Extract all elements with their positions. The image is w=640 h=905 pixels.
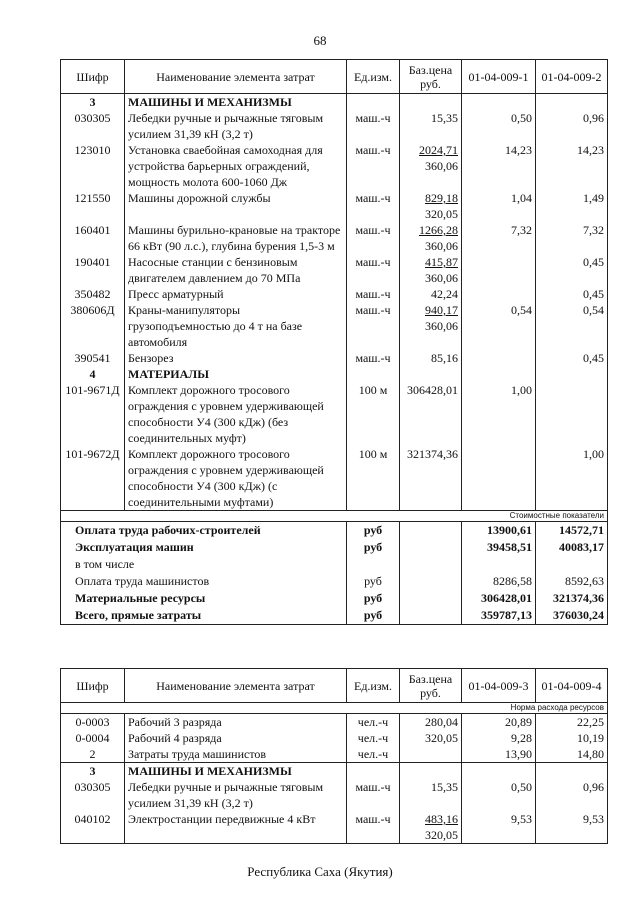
total-col2: 376030,24 (536, 607, 608, 625)
price-labor-value: 360,06 (425, 271, 458, 285)
total-col1: 39458,51 (462, 539, 536, 556)
total-col2: 321374,36 (536, 590, 608, 607)
total-col2: 8592,63 (536, 573, 608, 590)
resource-name: Комплект дорожного тросового ограждения с уровнем удерживающей способности У4 (300 кДж) (с соединительными муфтами) (125, 446, 347, 511)
header-col2: 01-04-009-2 (536, 60, 608, 94)
resource-code: 0-0004 (61, 730, 125, 746)
empty-cell (400, 573, 462, 590)
total-name: Эксплуатация машин (61, 539, 347, 556)
resource-code: 101-9671Д (61, 382, 125, 446)
norm-col2: 14,80 (536, 746, 608, 763)
norm-col1 (462, 286, 536, 302)
norm-col2: 1,00 (536, 446, 608, 511)
resource-code: 350482 (61, 286, 125, 302)
norm-col1: 0,50 (462, 779, 536, 811)
resource-unit: маш.-ч (347, 110, 400, 142)
total-name: в том числе (61, 556, 347, 573)
resource-code: 190401 (61, 254, 125, 286)
section-title: МАТЕРИАЛЫ (125, 366, 347, 382)
norm-col2: 0,96 (536, 779, 608, 811)
table-row (61, 254, 608, 286)
total-name: Всего, прямые затраты (61, 607, 347, 625)
table-row (61, 110, 608, 142)
table-row (61, 746, 608, 763)
total-row (61, 556, 608, 573)
base-price (400, 190, 462, 222)
price-value: 829,18 (425, 191, 458, 205)
price-value: 85,16 (431, 351, 458, 365)
resource-name: Пресс арматурный (125, 286, 347, 302)
norm-col1: 7,32 (462, 222, 536, 254)
resource-table-2 (60, 668, 608, 844)
section-code: 4 (61, 366, 125, 382)
header-code: Шифр (61, 60, 125, 94)
total-unit: руб (347, 590, 400, 607)
header-col2: 01-04-009-4 (536, 669, 608, 703)
norm-col2: 22,25 (536, 714, 608, 731)
norm-col1 (462, 446, 536, 511)
resource-unit: чел.-ч (347, 714, 400, 731)
norm-col2: 1,49 (536, 190, 608, 222)
section-title: МАШИНЫ И МЕХАНИЗМЫ (125, 94, 347, 111)
table-row (61, 382, 608, 446)
header-name: Наименование элемента затрат (125, 60, 347, 94)
resource-unit: чел.-ч (347, 730, 400, 746)
price-labor-value: 360,06 (425, 159, 458, 173)
base-price (400, 779, 462, 811)
resource-code: 160401 (61, 222, 125, 254)
resource-name: Насосные станции с бензиновым двигателем давлением до 70 МПа (125, 254, 347, 286)
page-number: 68 (313, 33, 327, 48)
price-labor-value: 360,06 (425, 239, 458, 253)
base-price: 320,05 (400, 730, 462, 746)
norm-col2: 14,23 (536, 142, 608, 190)
resource-name: Лебедки ручные и рычажные тяговым усилием 31,39 кН (3,2 т) (125, 779, 347, 811)
header-unit: Ед.изм. (347, 60, 400, 94)
table-row (61, 222, 608, 254)
norm-col1: 13,90 (462, 746, 536, 763)
header-col1: 01-04-009-3 (462, 669, 536, 703)
price-labor-value: 320,05 (425, 828, 458, 842)
table-row (61, 811, 608, 844)
norm-col1 (462, 350, 536, 366)
table-row (61, 190, 608, 222)
norm-col1: 1,04 (462, 190, 536, 222)
price-value: 2024,71 (419, 143, 458, 157)
price-value: 940,17 (425, 303, 458, 317)
base-price (400, 110, 462, 142)
resource-name: Электростанции передвижные 4 кВт (125, 811, 347, 844)
header-code: Шифр (61, 669, 125, 703)
total-name: Оплата труда рабочих-строителей (61, 522, 347, 540)
cost-indicators-label: Стоимостные показатели (61, 511, 608, 522)
base-price (400, 254, 462, 286)
total-row (61, 522, 608, 540)
resource-name: Рабочий 4 разряда (125, 730, 347, 746)
price-value: 15,35 (431, 111, 458, 125)
resource-code: 040102 (61, 811, 125, 844)
header-unit: Ед.изм. (347, 669, 400, 703)
resource-unit: чел.-ч (347, 746, 400, 763)
resource-code: 380606Д (61, 302, 125, 350)
base-price: 321374,36 (400, 446, 462, 511)
header-price: Баз.цена руб. (400, 669, 462, 703)
norm-col1: 14,23 (462, 142, 536, 190)
header-price: Баз.цена руб. (400, 60, 462, 94)
norm-col1: 9,53 (462, 811, 536, 844)
table-row (61, 779, 608, 811)
empty-cell (400, 590, 462, 607)
norm-col1 (462, 254, 536, 286)
resource-unit: маш.-ч (347, 350, 400, 366)
resource-code: 0-0003 (61, 714, 125, 731)
table-row (61, 302, 608, 350)
total-unit: руб (347, 573, 400, 590)
resource-name: Лебедки ручные и рычажные тяговым усилием 31,39 кН (3,2 т) (125, 110, 347, 142)
norm-col2: 9,53 (536, 811, 608, 844)
base-price: 306428,01 (400, 382, 462, 446)
resource-unit: маш.-ч (347, 286, 400, 302)
resource-code: 2 (61, 746, 125, 763)
total-unit: руб (347, 539, 400, 556)
norm-col1: 9,28 (462, 730, 536, 746)
section-row (61, 366, 608, 382)
resource-unit: 100 м (347, 382, 400, 446)
base-price: 280,04 (400, 714, 462, 731)
total-col1 (462, 556, 536, 573)
price-value: 42,24 (431, 287, 458, 301)
norm-col2: 0,96 (536, 110, 608, 142)
resource-code: 030305 (61, 110, 125, 142)
total-col2: 40083,17 (536, 539, 608, 556)
header-col1: 01-04-009-1 (462, 60, 536, 94)
resource-code: 121550 (61, 190, 125, 222)
resource-unit: маш.-ч (347, 302, 400, 350)
price-value: 15,35 (431, 780, 458, 794)
norm-col1: 0,54 (462, 302, 536, 350)
resource-name: Машины дорожной службы (125, 190, 347, 222)
price-labor-value: 320,05 (425, 207, 458, 221)
resource-name: Краны-манипуляторы грузоподъемностью до 4 т на базе автомобиля (125, 302, 347, 350)
resource-name: Бензорез (125, 350, 347, 366)
empty-cell (400, 556, 462, 573)
total-col2 (536, 556, 608, 573)
section-row (61, 94, 608, 111)
base-price (400, 350, 462, 366)
resource-name: Затраты труда машинистов (125, 746, 347, 763)
resource-table-1 (60, 59, 608, 625)
norm-col2 (536, 382, 608, 446)
price-value: 483,16 (425, 812, 458, 826)
total-unit: руб (347, 607, 400, 625)
total-row (61, 607, 608, 625)
base-price (400, 222, 462, 254)
resource-name: Рабочий 3 разряда (125, 714, 347, 731)
empty-cell (400, 539, 462, 556)
total-name: Материальные ресурсы (61, 590, 347, 607)
resource-unit: маш.-ч (347, 779, 400, 811)
total-unit (347, 556, 400, 573)
table-row (61, 142, 608, 190)
total-name: Оплата труда машинистов (61, 573, 347, 590)
total-row (61, 539, 608, 556)
total-row (61, 590, 608, 607)
empty-cell (400, 607, 462, 625)
norm-col2: 7,32 (536, 222, 608, 254)
price-value: 1266,28 (419, 223, 458, 237)
resource-code: 390541 (61, 350, 125, 366)
total-col1: 13900,61 (462, 522, 536, 540)
resource-name: Установка сваебойная самоходная для устройства барьерных ограждений, мощность молота 600-1060 Дж (125, 142, 347, 190)
page-footer: Республика Саха (Якутия) (247, 864, 393, 879)
total-col2: 14572,71 (536, 522, 608, 540)
header-name: Наименование элемента затрат (125, 669, 347, 703)
base-price (400, 142, 462, 190)
norm-col2: 0,54 (536, 302, 608, 350)
table-row (61, 350, 608, 366)
price-value: 415,87 (425, 255, 458, 269)
total-col1: 8286,58 (462, 573, 536, 590)
section-title: МАШИНЫ И МЕХАНИЗМЫ (125, 763, 347, 780)
table-row (61, 714, 608, 731)
section-code: 3 (61, 94, 125, 111)
empty-cell (400, 522, 462, 540)
resource-unit: маш.-ч (347, 811, 400, 844)
base-price (400, 811, 462, 844)
total-col1: 306428,01 (462, 590, 536, 607)
resource-unit: маш.-ч (347, 190, 400, 222)
total-col1: 359787,13 (462, 607, 536, 625)
resource-code: 030305 (61, 779, 125, 811)
norm-col1: 0,50 (462, 110, 536, 142)
price-labor-value: 360,06 (425, 319, 458, 333)
resource-name: Комплект дорожного тросового ограждения с уровнем удерживающей способности У4 (300 кДж) (без соединительных муфт) (125, 382, 347, 446)
total-unit: руб (347, 522, 400, 540)
norm-col2: 0,45 (536, 254, 608, 286)
total-row (61, 573, 608, 590)
norm-col2: 0,45 (536, 286, 608, 302)
norm-col2: 10,19 (536, 730, 608, 746)
norm-col2: 0,45 (536, 350, 608, 366)
resource-unit: маш.-ч (347, 222, 400, 254)
base-price (400, 286, 462, 302)
base-price (400, 746, 462, 763)
norm-col1: 20,89 (462, 714, 536, 731)
resource-code: 123010 (61, 142, 125, 190)
resource-name: Машины бурильно-крановые на тракторе 66 кВт (90 л.с.), глубина бурения 1,5-3 м (125, 222, 347, 254)
table-row (61, 446, 608, 511)
norm-col1: 1,00 (462, 382, 536, 446)
resource-unit: 100 м (347, 446, 400, 511)
section-code: 3 (61, 763, 125, 780)
base-price (400, 302, 462, 350)
table-row (61, 286, 608, 302)
resource-code: 101-9672Д (61, 446, 125, 511)
resource-unit: маш.-ч (347, 142, 400, 190)
section-row (61, 763, 608, 780)
resource-unit: маш.-ч (347, 254, 400, 286)
norm-label: Норма расхода ресурсов (61, 703, 608, 714)
table-row (61, 730, 608, 746)
